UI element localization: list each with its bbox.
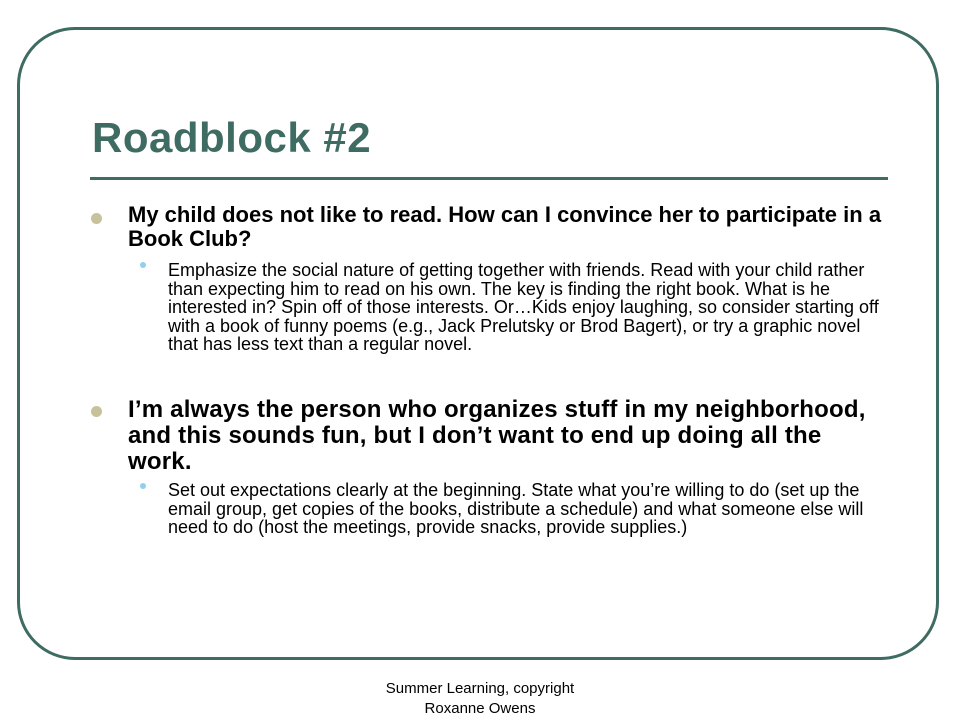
footer-line: Summer Learning, copyright [385,680,575,697]
bullet-text: My child does not like to read. How can I convince her to participate in a Book Club? [128,202,882,251]
footer-line: Roxanne Owens [424,700,536,717]
bullet-dot-icon [91,213,102,224]
slide-footer [330,679,630,719]
sub-bullet-text: Set out expectations clearly at the beginning. State what you’re willing to do (set up the email group, get copies of the books, distribute a schedule) and what someone else will need to do (host the meetings, provide snacks, provide supplies.) [168,480,864,538]
bullet-dot-icon [91,406,102,417]
sub-bullet-text: Emphasize the social nature of getting together with friends. Read with your child rather than expecting him to read on his own. The key is finding the right book. What is he interested in? Spin off of those interests. Or…Kids enjoy laughing, so consider starting off with a book of funny poems (e.g., Jack Prelutsky or Brod Bagert), or try a graphic novel that has less text than a regular novel. [168,260,879,355]
sub-bullet-dot-icon [140,262,146,268]
bullet-text: I’m always the person who organizes stuff in my neighborhood, and this sounds fun, but I don’t want to end up doing all the work. [128,396,866,475]
slide-title: Roadblock #2 [92,114,372,161]
sub-bullet-dot-icon [140,483,146,489]
